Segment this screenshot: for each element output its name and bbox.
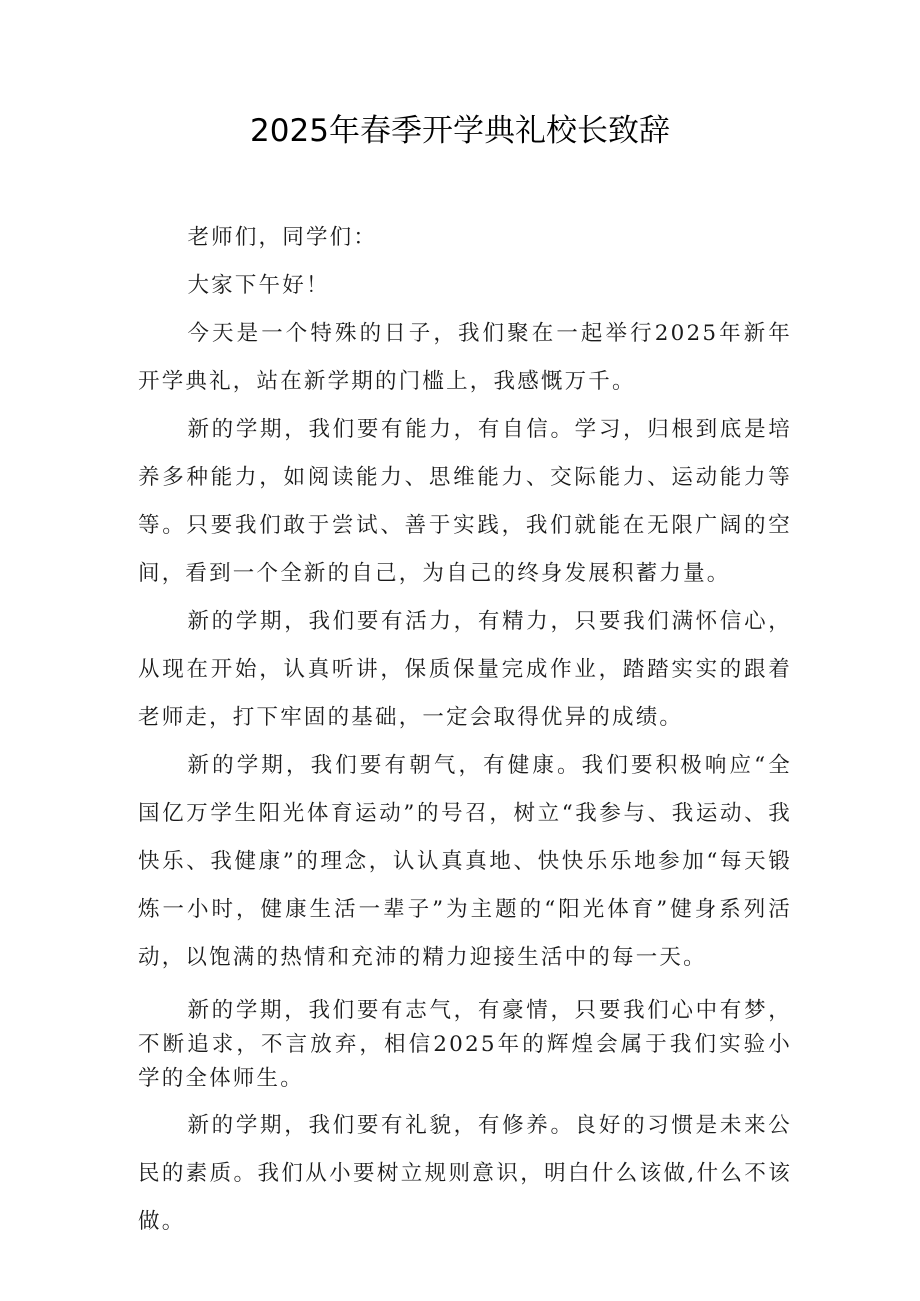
document-title: 2025年春季开学典礼校长致辞 <box>250 113 670 149</box>
courtesy-paragraph: 新的学期，我们要有礼貌，有修养。良好的习惯是未来公民的素质。我们从小要树立规则意识，明白什么该做,什么不该做。 <box>138 1113 792 1234</box>
health-paragraph: 新的学期，我们要有朝气，有健康。我们要积极响应“全国亿万学生阳光体育运动”的号召，树立“我参与、我运动、我快乐、我健康”的理念，认认真真地、快快乐乐地参加“每天锻炼一小时，健康生活一辈子”为主题的“阳光体育”健身系列活动，以饱满的热情和充沛的精力迎接生活中的每一天。 <box>138 753 792 970</box>
document-body <box>138 214 792 1246</box>
greeting-paragraph: 大家下午好！ <box>187 273 330 298</box>
opening-paragraph: 今天是一个特殊的日子，我们聚在一起举行2025年新年开学典礼，站在新学期的门槛上，我感慨万千。 <box>138 321 792 394</box>
salutation-paragraph: 老师们，同学们： <box>187 225 378 250</box>
vitality-paragraph: 新的学期，我们要有活力，有精力，只要我们满怀信心，从现在开始，认真听讲，保质保量完成作业，踏踏实实的跟着老师走，打下牢固的基础，一定会取得优异的成绩。 <box>138 609 792 730</box>
ability-paragraph: 新的学期，我们要有能力，有自信。学习，归根到底是培养多种能力，如阅读能力、思维能力、交际能力、运动能力等等。只要我们敢于尝试、善于实践，我们就能在无限广阔的空间，看到一个全新的自己，为自己的终身发展积蓄力量。 <box>138 417 792 586</box>
ambition-paragraph: 新的学期，我们要有志气，有豪情，只要我们心中有梦，不断追求，不言放弃，相信2025年的辉煌会属于我们实验小学的全体师生。 <box>138 998 792 1091</box>
